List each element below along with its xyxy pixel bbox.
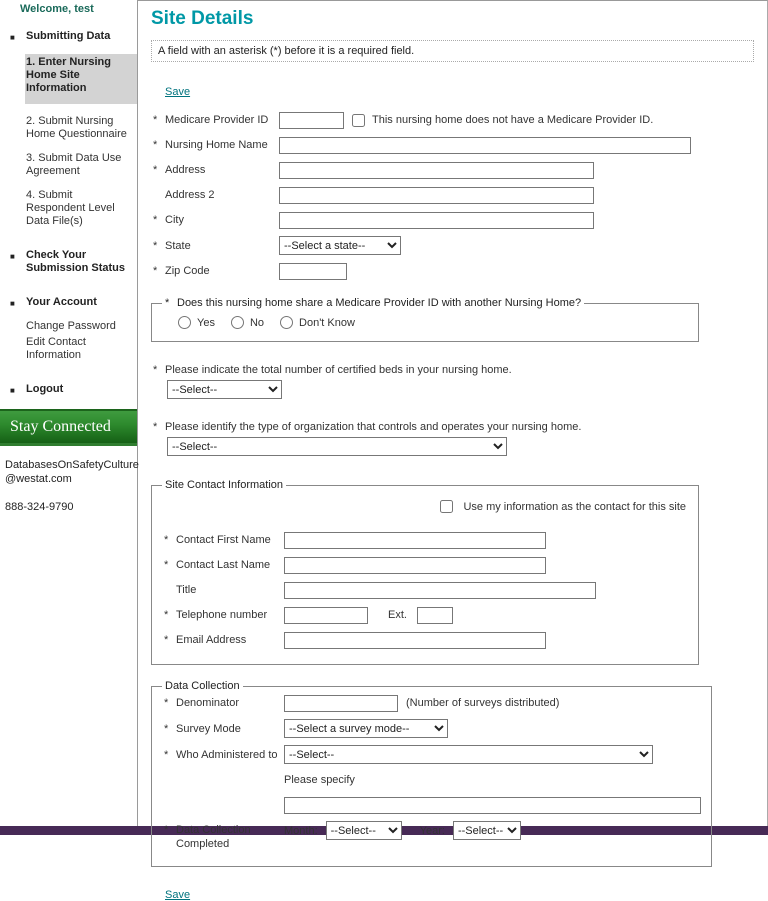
telephone-label: * Telephone number — [164, 609, 268, 621]
data-collection-completed-label: * Data Collection Completed — [164, 824, 251, 850]
address2-input[interactable] — [279, 187, 594, 204]
medicare-id-row — [151, 111, 754, 129]
telephone-row — [162, 606, 688, 624]
sidebar-item-your-account[interactable] — [10, 296, 137, 309]
last-name-row — [162, 556, 688, 574]
address2-label: Address 2 — [153, 189, 279, 201]
save-link-top[interactable]: Save — [165, 86, 191, 98]
data-collection-legend: Data Collection — [165, 680, 240, 692]
required-asterisk: * — [164, 609, 169, 621]
sidebar-item-check-status[interactable] — [10, 249, 137, 275]
organization-type-block — [151, 421, 754, 456]
sidebar-item-label: Check Your Submission Status — [26, 249, 126, 274]
sidebar — [0, 0, 138, 826]
sidebar-item-enter-site-info[interactable]: 1. Enter Nursing Home Site Information — [25, 54, 137, 104]
required-asterisk: * — [153, 239, 158, 252]
survey-mode-row — [162, 719, 701, 738]
required-asterisk: * — [153, 265, 158, 277]
zip-row — [151, 262, 754, 280]
sidebar-item-label: Submitting Data — [26, 30, 111, 42]
ext-label: Ext. — [388, 609, 407, 621]
share-medicare-id-legend: * Does this nursing home share a Medicare Provider ID with another Nursing Home? — [165, 297, 582, 309]
first-name-row — [162, 531, 688, 549]
sidebar-item-submitting-data[interactable] — [10, 30, 137, 43]
no-medicare-id-label: This nursing home does not have a Medicare Provider ID. — [372, 114, 654, 126]
square-bullet-icon: ■ — [10, 252, 15, 261]
state-label: * State — [153, 239, 191, 252]
share-no-label: No — [249, 316, 265, 329]
contact-phone: 888-324-9790 — [5, 501, 74, 513]
data-collection-fieldset — [151, 680, 712, 867]
survey-mode-select[interactable] — [284, 719, 448, 738]
required-asterisk: * — [153, 139, 158, 151]
address2-row — [151, 186, 754, 204]
contact-last-name-input[interactable] — [284, 557, 546, 574]
page-title: Site Details — [151, 8, 254, 29]
email-address-input[interactable] — [284, 632, 546, 649]
address-row — [151, 161, 754, 179]
certified-beds-question: * Please indicate the total number of certified beds in your nursing home. — [153, 364, 512, 376]
who-administered-row — [162, 745, 701, 764]
certified-beds-block — [151, 364, 754, 399]
share-dont-know-radio[interactable] — [280, 316, 293, 329]
required-asterisk: * — [164, 824, 169, 836]
address-label: * Address — [153, 164, 206, 176]
sidebar-item-label: Logout — [26, 383, 64, 395]
required-asterisk-empty — [153, 189, 165, 201]
square-bullet-icon: ■ — [10, 299, 15, 308]
square-bullet-icon: ■ — [10, 386, 15, 395]
last-name-label: * Contact Last Name — [164, 559, 271, 571]
address-input[interactable] — [279, 162, 594, 179]
required-asterisk: * — [164, 634, 169, 646]
sidebar-item-submit-respondent-files[interactable]: 4. Submit Respondent Level Data File(s) — [26, 189, 115, 227]
required-asterisk: * — [164, 534, 169, 546]
please-specify-input[interactable] — [284, 797, 701, 814]
month-select[interactable] — [326, 821, 402, 840]
nursing-home-name-label: * Nursing Home Name — [153, 139, 268, 151]
contact-email-line2: @westat.com — [5, 473, 72, 485]
medicare-id-label: * Medicare Provider ID — [153, 114, 269, 126]
certified-beds-select[interactable] — [167, 380, 282, 399]
required-asterisk: * — [153, 114, 158, 126]
denominator-label: * Denominator — [164, 697, 239, 709]
telephone-ext-input[interactable] — [417, 607, 453, 624]
sidebar-item-logout[interactable] — [10, 383, 137, 396]
required-asterisk: * — [165, 297, 170, 309]
use-my-info-checkbox[interactable] — [440, 500, 453, 513]
telephone-input[interactable] — [284, 607, 368, 624]
required-asterisk: * — [153, 214, 158, 226]
year-label: Year: — [419, 824, 445, 837]
use-my-info-label: Use my information as the contact for this site — [463, 500, 686, 513]
welcome-text: Welcome, test — [20, 3, 94, 15]
nursing-home-name-row — [151, 136, 754, 154]
city-input[interactable] — [279, 212, 594, 229]
month-label: Month: — [284, 824, 318, 837]
share-yes-radio[interactable] — [178, 316, 191, 329]
share-dont-know-label: Don't Know — [299, 316, 355, 329]
site-contact-fieldset — [151, 479, 699, 665]
please-specify-label-row — [162, 771, 701, 789]
email-label: * Email Address — [164, 634, 247, 646]
please-specify-label: Please specify — [284, 774, 355, 786]
sidebar-item-label: Your Account — [26, 296, 97, 308]
survey-mode-label: * Survey Mode — [164, 722, 241, 735]
year-select[interactable] — [453, 821, 521, 840]
contact-email-line1: DatabasesOnSafetyCulture — [5, 459, 139, 471]
medicare-provider-id-input[interactable] — [279, 112, 344, 129]
required-asterisk: * — [153, 164, 158, 176]
zip-code-input[interactable] — [279, 263, 347, 280]
email-row — [162, 631, 688, 649]
required-asterisk: * — [164, 559, 169, 571]
square-bullet-icon: ■ — [10, 33, 15, 42]
share-medicare-id-fieldset — [151, 297, 699, 342]
required-asterisk: * — [164, 748, 169, 761]
site-contact-legend: Site Contact Information — [165, 479, 284, 491]
nursing-home-name-input[interactable] — [279, 137, 691, 154]
please-specify-input-row — [162, 796, 701, 814]
share-no-radio[interactable] — [231, 316, 244, 329]
required-asterisk: * — [164, 722, 169, 735]
state-row — [151, 236, 754, 255]
city-row — [151, 211, 754, 229]
share-radio-group — [178, 316, 688, 329]
required-asterisk: * — [153, 421, 158, 433]
denominator-input[interactable] — [284, 695, 398, 712]
zip-label: * Zip Code — [153, 265, 210, 277]
required-asterisk: * — [164, 697, 169, 709]
contact-title-input[interactable] — [284, 582, 596, 599]
contact-email — [5, 458, 137, 486]
sidebar-item-submit-data-use-agreement[interactable]: 3. Submit Data Use Agreement — [26, 152, 122, 177]
who-administered-label: * Who Administered to — [164, 748, 278, 761]
data-collection-completed-row — [162, 821, 701, 851]
month-year-row — [284, 821, 521, 840]
city-label: * City — [153, 214, 184, 226]
save-link-bottom[interactable]: Save — [165, 889, 191, 901]
denominator-row — [162, 694, 701, 712]
required-asterisk: * — [153, 364, 158, 376]
organization-type-select[interactable] — [167, 437, 507, 456]
sidebar-item-change-password[interactable]: Change Password — [26, 320, 116, 332]
title-row — [162, 581, 688, 599]
sidebar-item-edit-contact-info[interactable]: Edit Contact Information — [26, 336, 86, 361]
required-field-note: A field with an asterisk (*) before it is a required field. — [151, 40, 754, 62]
denominator-hint: (Number of surveys distributed) — [406, 697, 560, 709]
state-select[interactable] — [279, 236, 401, 255]
use-my-info-row — [162, 497, 686, 516]
required-asterisk-empty — [164, 584, 176, 596]
contact-first-name-input[interactable] — [284, 532, 546, 549]
who-administered-select[interactable] — [284, 745, 653, 764]
title-label: Title — [164, 584, 284, 596]
share-yes-label: Yes — [197, 316, 215, 329]
no-medicare-id-checkbox[interactable] — [352, 114, 365, 127]
stay-connected-banner: Stay Connected — [0, 409, 137, 446]
sidebar-item-submit-questionnaire[interactable]: 2. Submit Nursing Home Questionnaire — [26, 115, 127, 140]
first-name-label: * Contact First Name — [164, 534, 271, 546]
organization-type-question: * Please identify the type of organization that controls and operates your nursing home. — [153, 421, 582, 433]
main-content — [138, 0, 768, 901]
